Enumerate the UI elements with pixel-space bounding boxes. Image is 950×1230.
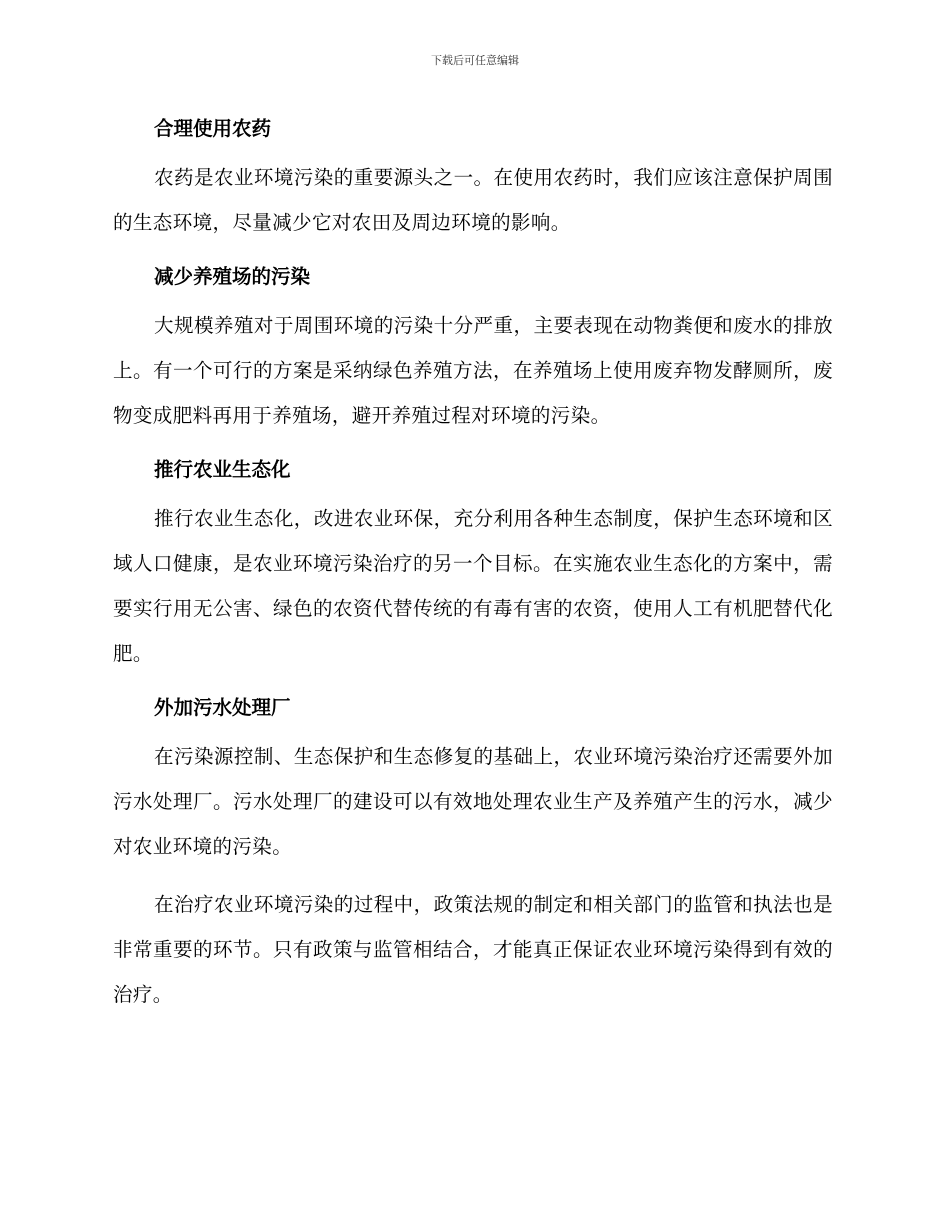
section-heading-pesticide: 合理使用农药 [154,117,272,140]
page-header: 下载后可任意编辑 [431,54,519,67]
document-body [113,110,833,1017]
section-paragraph-sewage-plant: 在污染源控制、生态保护和生态修复的基础上，农业环境污染治疗还需要外加污水处理厂。污水处理厂的建设可以有效地处理农业生产及养殖产生的污水，减少对农业环境的污染。 [113,745,833,858]
section-paragraph-farm-pollution: 大规模养殖对于周围环境的污染十分严重，主要表现在动物粪便和废水的排放上。有一个可行的方案是采纳绿色养殖方法，在养殖场上使用废弃物发酵厕所，废物变成肥料再用于养殖场，避开养殖过程对环境的污染。 [113,314,833,427]
section-paragraph-ecological-agriculture: 推行农业生态化，改进农业环保，充分利用各种生态制度，保护生态环境和区域人口健康，是农业环境污染治疗的另一个目标。在实施农业生态化的方案中，需要实行用无公害、绿色的农资代替传统的有毒有害的农资，使用人工有机肥替代化肥。 [113,507,833,665]
section-heading-ecological-agriculture: 推行农业生态化 [154,458,291,481]
section-heading-sewage-plant: 外加污水处理厂 [154,696,291,719]
section-paragraph-pesticide: 农药是农业环境污染的重要源头之一。在使用农药时，我们应该注意保护周围的生态环境，尽量减少它对农田及周边环境的影响。 [113,166,833,234]
section-heading-farm-pollution: 减少养殖场的污染 [154,265,311,288]
closing-paragraph: 在治疗农业环境污染的过程中，政策法规的制定和相关部门的监管和执法也是非常重要的环节。只有政策与监管相结合，才能真正保证农业环境污染得到有效的治疗。 [113,893,833,1006]
